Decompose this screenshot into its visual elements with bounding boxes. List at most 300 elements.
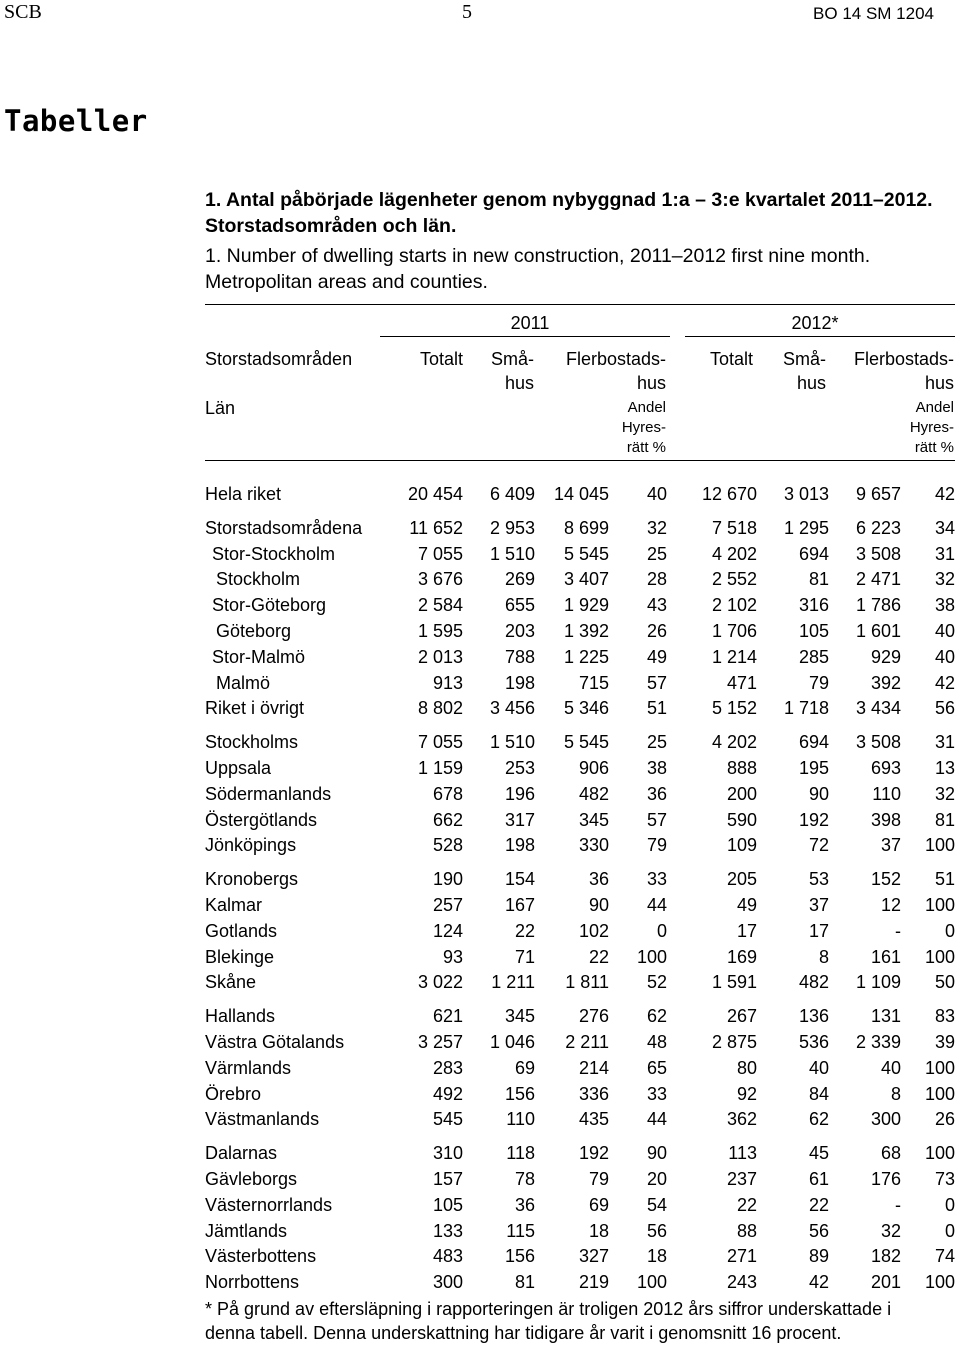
flerbostads-2011-header-2: hus xyxy=(636,373,666,393)
table-cell: 62 xyxy=(808,1109,829,1130)
table-cell: 156 xyxy=(504,1083,535,1104)
table-cell: 13 xyxy=(934,757,955,778)
table-cell: 336 xyxy=(578,1083,609,1104)
table-cell: 38 xyxy=(646,757,667,778)
table-cell: 2 339 xyxy=(855,1031,901,1052)
smahus-2012-header-1: Små- xyxy=(782,349,826,369)
row-label: Örebro xyxy=(205,1083,262,1104)
row-label: Västernorrlands xyxy=(205,1194,333,1215)
table-row xyxy=(205,1244,955,1270)
table-cell: 100 xyxy=(924,835,955,856)
table-cell: 31 xyxy=(934,543,955,564)
table-cell: 57 xyxy=(646,672,667,693)
table-cell: 32 xyxy=(934,783,955,804)
year-2011-header: 2011 xyxy=(510,313,550,333)
table-cell: 271 xyxy=(726,1246,757,1267)
table-cell: 22 xyxy=(736,1194,757,1215)
table-cell: 33 xyxy=(646,1083,667,1104)
totalt-2012-header: Totalt xyxy=(709,349,753,369)
smahus-2012-header-2: hus xyxy=(796,373,826,393)
table-cell: 300 xyxy=(870,1109,901,1130)
table-cell: 3 013 xyxy=(783,484,829,504)
smahus-2011-header-1: Små- xyxy=(490,349,534,369)
table-cell: 715 xyxy=(578,672,609,693)
table-cell: 79 xyxy=(588,1168,609,1189)
row-label: Västerbottens xyxy=(205,1246,317,1267)
table-cell: 362 xyxy=(726,1109,757,1130)
row-label: Jämtlands xyxy=(205,1220,288,1241)
row-label: Uppsala xyxy=(205,757,272,778)
table-cell: 528 xyxy=(432,835,463,856)
table-cell: 69 xyxy=(588,1194,609,1215)
table-cell: 2 552 xyxy=(711,569,757,590)
table-cell: 269 xyxy=(504,569,535,590)
row-label: Värmlands xyxy=(205,1057,292,1078)
table-cell: 330 xyxy=(578,835,609,856)
table-cell: 36 xyxy=(646,783,667,804)
table-cell: 32 xyxy=(880,1220,901,1241)
table-cell: 7 518 xyxy=(711,517,757,538)
table-cell: 105 xyxy=(798,620,829,641)
table-cell: 1 811 xyxy=(565,972,609,993)
table-cell: 25 xyxy=(646,732,667,753)
table-cell: 100 xyxy=(924,1143,955,1164)
header-right: BO 14 SM 1204 xyxy=(813,4,934,23)
table-cell: 1 295 xyxy=(783,517,829,538)
table-cell: 53 xyxy=(808,869,829,890)
table-cell: 0 xyxy=(944,920,955,941)
table-cell: 253 xyxy=(504,757,535,778)
row-label: Västra Götalands xyxy=(205,1031,345,1052)
table-cell: 72 xyxy=(808,835,829,856)
table-cell: 22 xyxy=(588,946,609,967)
table-cell: 12 xyxy=(880,894,901,915)
header-bottom-rule xyxy=(205,460,955,461)
table-row xyxy=(205,833,955,859)
andel-2012-header-1: Andel xyxy=(915,399,954,416)
table-cell: 152 xyxy=(870,869,901,890)
row-label: Stockholm xyxy=(216,569,301,590)
table-cell: 327 xyxy=(578,1246,609,1267)
table-cell: 100 xyxy=(924,1057,955,1078)
table-row xyxy=(205,1219,955,1245)
flerbostads-2012-header-1: Flerbostads- xyxy=(853,349,954,369)
table-cell: 1 601 xyxy=(855,620,901,641)
table-cell: 655 xyxy=(504,595,535,616)
table-cell: 1 591 xyxy=(711,972,757,993)
table-cell: 482 xyxy=(798,972,829,993)
table-cell: 42 xyxy=(934,672,955,693)
table-row xyxy=(205,1107,955,1133)
table-cell: 17 xyxy=(736,920,757,941)
table-cell: 3 257 xyxy=(417,1031,463,1052)
table-cell: 310 xyxy=(432,1143,463,1164)
row-label: Stor-Göteborg xyxy=(212,595,327,616)
table-row xyxy=(205,722,955,756)
table-cell: 788 xyxy=(504,646,535,667)
table-cell: 3 434 xyxy=(855,698,901,719)
table-cell: 435 xyxy=(578,1109,609,1130)
table-cell: 102 xyxy=(578,920,609,941)
smahus-2011-header-2: hus xyxy=(504,373,534,393)
table-cell: 93 xyxy=(442,946,463,967)
table-cell: 398 xyxy=(870,809,901,830)
table-cell: 44 xyxy=(646,1109,667,1130)
table-cell: 662 xyxy=(432,809,463,830)
table-cell: 17 xyxy=(808,920,829,941)
table-row xyxy=(205,1193,955,1219)
table-cell: 167 xyxy=(504,894,535,915)
table-cell: 80 xyxy=(736,1057,757,1078)
table-cell: 4 202 xyxy=(711,543,757,564)
table-cell: 2 102 xyxy=(711,595,757,616)
table-row xyxy=(205,696,955,722)
table-cell: 51 xyxy=(646,698,667,719)
table-cell: 56 xyxy=(646,1220,667,1241)
table-cell: 2 013 xyxy=(417,646,463,667)
table-cell: 68 xyxy=(880,1143,901,1164)
table-cell: 237 xyxy=(726,1168,757,1189)
table-cell: 693 xyxy=(870,757,901,778)
table-cell: 71 xyxy=(514,946,535,967)
table-cell: 78 xyxy=(514,1168,535,1189)
table-cell: 195 xyxy=(798,757,829,778)
row-label: Stor-Stockholm xyxy=(212,543,336,564)
table-cell: 25 xyxy=(646,543,667,564)
table-cell: 37 xyxy=(880,835,901,856)
table-cell: 133 xyxy=(432,1220,463,1241)
table-cell: 14 045 xyxy=(553,484,609,504)
table-cell: 3 456 xyxy=(489,698,535,719)
table-cell: 81 xyxy=(934,809,955,830)
table-cell: 929 xyxy=(870,646,901,667)
table-row xyxy=(205,567,955,593)
table-cell: 471 xyxy=(726,672,757,693)
table-cell: 36 xyxy=(588,869,609,890)
table-cell: 18 xyxy=(588,1220,609,1241)
table-cell: 131 xyxy=(870,1006,901,1027)
table-cell: 1 595 xyxy=(417,620,463,641)
table-cell: 192 xyxy=(798,809,829,830)
table-cell: 8 xyxy=(818,946,829,967)
table-cell: 345 xyxy=(504,1006,535,1027)
table-cell: 8 xyxy=(890,1083,901,1104)
page-title: Tabeller xyxy=(4,104,148,138)
andel-2012-header-3: rätt % xyxy=(914,439,954,456)
row-label: Gävleborgs xyxy=(205,1168,298,1189)
table-cell: 81 xyxy=(808,569,829,590)
table-cell: 3 508 xyxy=(855,732,901,753)
table-cell: 219 xyxy=(578,1272,609,1293)
table-cell: 49 xyxy=(646,646,667,667)
table-cell: 115 xyxy=(506,1220,535,1241)
table-cell: 1 510 xyxy=(489,732,535,753)
row-label: Jönköpings xyxy=(205,835,297,856)
table-cell: 56 xyxy=(934,698,955,719)
andel-2012-header-2: Hyres- xyxy=(909,419,954,436)
table-cell: 20 454 xyxy=(407,484,463,504)
table-cell: 73 xyxy=(934,1168,955,1189)
table-cell: 100 xyxy=(924,894,955,915)
table-row xyxy=(205,756,955,782)
table-cell: 1 718 xyxy=(783,698,829,719)
table-cell: 83 xyxy=(934,1006,955,1027)
table-cell: 105 xyxy=(432,1194,463,1215)
table-cell: 3 407 xyxy=(563,569,609,590)
row-label-header-2: Län xyxy=(205,398,236,418)
table-cell: 34 xyxy=(934,517,955,538)
table-cell: 43 xyxy=(646,595,667,616)
table-cell: 26 xyxy=(646,620,667,641)
table-cell: 283 xyxy=(432,1057,463,1078)
table-cell: 110 xyxy=(872,783,901,804)
table-cell: 44 xyxy=(646,894,667,915)
table-cell: 84 xyxy=(808,1083,829,1104)
table-cell: 100 xyxy=(636,1272,667,1293)
table-row xyxy=(205,645,955,671)
header-left: SCB xyxy=(4,1,42,23)
table-cell: 345 xyxy=(578,809,609,830)
table-cell: 190 xyxy=(432,869,463,890)
table-cell: 161 xyxy=(870,946,901,967)
table-cell: 28 xyxy=(646,569,667,590)
table-row xyxy=(205,782,955,808)
table-cell: 118 xyxy=(506,1143,535,1164)
table-cell: 913 xyxy=(432,672,463,693)
table-cell: 3 022 xyxy=(417,972,463,993)
table-cell: 40 xyxy=(934,620,955,641)
table-cell: 90 xyxy=(588,894,609,915)
table-cell: 74 xyxy=(934,1246,955,1267)
table-cell: 52 xyxy=(646,972,667,993)
table-cell: 45 xyxy=(808,1143,829,1164)
table-cell: 3 508 xyxy=(855,543,901,564)
table-cell: 1 510 xyxy=(489,543,535,564)
table-cell: 0 xyxy=(944,1194,955,1215)
table-row xyxy=(205,1030,955,1056)
table-cell: 545 xyxy=(432,1109,463,1130)
flerbostads-2011-header-1: Flerbostads- xyxy=(565,349,666,369)
table-cell: 54 xyxy=(646,1194,667,1215)
table-cell: 1 046 xyxy=(489,1031,535,1052)
table-cell: 40 xyxy=(646,484,667,504)
table-cell: 317 xyxy=(504,809,535,830)
row-label: Stor-Malmö xyxy=(212,646,306,667)
table-cell: 100 xyxy=(924,946,955,967)
table-cell: 2 471 xyxy=(855,569,901,590)
page-number: 5 xyxy=(462,1,472,23)
table-cell: 590 xyxy=(726,809,757,830)
table-cell: 5 545 xyxy=(563,732,609,753)
table-cell: 50 xyxy=(934,972,955,993)
table-cell: 198 xyxy=(504,672,535,693)
table-cell: 39 xyxy=(934,1031,955,1052)
row-label: Södermanlands xyxy=(205,783,332,804)
table-cell: 90 xyxy=(646,1143,667,1164)
table-cell: 1 159 xyxy=(417,757,463,778)
row-label: Riket i övrigt xyxy=(205,698,305,719)
table-cell: 8 802 xyxy=(417,698,463,719)
table-cell: 31 xyxy=(934,732,955,753)
row-label: Gotlands xyxy=(205,920,278,941)
table-cell: 201 xyxy=(870,1272,901,1293)
table-caption-english: 1. Number of dwelling starts in new construction, 2011–2012 first nine month. Metropolitan areas and counties. xyxy=(205,245,871,293)
table-cell: 69 xyxy=(514,1057,535,1078)
table-cell: 32 xyxy=(934,569,955,590)
table-cell: 65 xyxy=(646,1057,667,1078)
table-cell: 276 xyxy=(578,1006,609,1027)
row-label: Skåne xyxy=(205,972,257,993)
table-row xyxy=(205,945,955,971)
table-cell: 1 225 xyxy=(563,646,609,667)
row-label: Storstadsområdena xyxy=(205,517,363,538)
table-cell: - xyxy=(895,1194,901,1215)
table-cell: 7 055 xyxy=(417,543,463,564)
table-row xyxy=(205,919,955,945)
table-row xyxy=(205,482,955,508)
table-cell: 154 xyxy=(504,869,535,890)
table-cell: 124 xyxy=(432,920,463,941)
table-cell: 3 676 xyxy=(417,569,463,590)
table-cell: 57 xyxy=(646,809,667,830)
table-cell: 1 211 xyxy=(491,972,535,993)
table-caption-swedish: 1. Antal påbörjade lägenheter genom nybyggnad 1:a – 3:e kvartalet 2011–2012. Storstadsområden och län. xyxy=(205,189,933,237)
table-cell: 0 xyxy=(944,1220,955,1241)
table-cell: 40 xyxy=(808,1057,829,1078)
table-row xyxy=(205,542,955,568)
table-row xyxy=(205,1056,955,1082)
table-cell: 110 xyxy=(506,1109,535,1130)
row-label: Kalmar xyxy=(205,894,263,915)
table-row xyxy=(205,671,955,697)
table-cell: 316 xyxy=(798,595,829,616)
row-label: Göteborg xyxy=(216,620,292,641)
table-cell: 267 xyxy=(726,1006,757,1027)
table-cell: 678 xyxy=(432,783,463,804)
table-cell: 2 875 xyxy=(711,1031,757,1052)
table-cell: - xyxy=(895,920,901,941)
year-rule-2011 xyxy=(380,336,670,337)
row-label: Stockholms xyxy=(205,732,299,753)
table-cell: 136 xyxy=(798,1006,829,1027)
table-cell: 203 xyxy=(504,620,535,641)
andel-2011-header-2: Hyres- xyxy=(621,419,666,436)
table-cell: 100 xyxy=(636,946,667,967)
totalt-2011-header: Totalt xyxy=(419,349,463,369)
table-cell: 92 xyxy=(736,1083,757,1104)
table-cell: 36 xyxy=(514,1194,535,1215)
table-cell: 90 xyxy=(808,783,829,804)
table-cell: 1 214 xyxy=(711,646,757,667)
table-cell: 392 xyxy=(870,672,901,693)
flerbostads-2012-header-2: hus xyxy=(924,373,954,393)
table-cell: 49 xyxy=(736,894,757,915)
row-label: Östergötlands xyxy=(205,809,318,830)
table-cell: 22 xyxy=(808,1194,829,1215)
row-label: Kronobergs xyxy=(205,869,299,890)
table-cell: 192 xyxy=(578,1143,609,1164)
row-label: Blekinge xyxy=(205,946,275,967)
table-cell: 40 xyxy=(880,1057,901,1078)
table-body xyxy=(205,482,955,1296)
table-row xyxy=(205,996,955,1030)
table-cell: 113 xyxy=(728,1143,757,1164)
andel-2011-header-3: rätt % xyxy=(626,439,666,456)
table-cell: 156 xyxy=(504,1246,535,1267)
table-row xyxy=(205,970,955,996)
table-cell: 18 xyxy=(646,1246,667,1267)
table-cell: 48 xyxy=(646,1031,667,1052)
table-cell: 1 786 xyxy=(855,595,901,616)
table-cell: 100 xyxy=(924,1083,955,1104)
top-rule xyxy=(205,304,955,305)
table-row xyxy=(205,893,955,919)
table-cell: 2 211 xyxy=(565,1031,609,1052)
table-cell: 6 409 xyxy=(489,484,535,504)
table-cell: 483 xyxy=(432,1246,463,1267)
table-cell: 694 xyxy=(798,543,829,564)
table-cell: 492 xyxy=(432,1083,463,1104)
table-row xyxy=(205,808,955,834)
table-cell: 12 670 xyxy=(701,484,757,504)
table-cell: 42 xyxy=(808,1272,829,1293)
row-label-header-1: Storstadsområden xyxy=(205,349,353,369)
year-2012-header: 2012* xyxy=(791,313,839,333)
table-cell: 621 xyxy=(432,1006,463,1027)
row-label: Malmö xyxy=(216,672,271,693)
table-cell: 51 xyxy=(934,869,955,890)
table-cell: 1 706 xyxy=(711,620,757,641)
dwelling-starts-table xyxy=(205,482,955,1296)
row-label: Västmanlands xyxy=(205,1109,320,1130)
year-rule-2012 xyxy=(685,336,955,337)
table-cell: 40 xyxy=(934,646,955,667)
table-cell: 37 xyxy=(808,894,829,915)
table-cell: 0 xyxy=(656,920,667,941)
table-cell: 257 xyxy=(432,894,463,915)
table-cell: 26 xyxy=(934,1109,955,1130)
footnote: * På grund av eftersläpning i rapporteringen är troligen 2012 års siffror underskattade i denna tabell. Denna underskattning har tidigare år varit i genomsnitt 16 procent. xyxy=(205,1299,892,1343)
table-cell: 5 346 xyxy=(563,698,609,719)
table-row xyxy=(205,859,955,893)
table-cell: 32 xyxy=(646,517,667,538)
row-label: Hela riket xyxy=(205,484,282,504)
table-cell: 61 xyxy=(808,1168,829,1189)
table-cell: 536 xyxy=(798,1031,829,1052)
table-cell: 198 xyxy=(504,835,535,856)
table-cell: 176 xyxy=(870,1168,901,1189)
table-cell: 214 xyxy=(578,1057,609,1078)
table-cell: 285 xyxy=(798,646,829,667)
table-cell: 62 xyxy=(646,1006,667,1027)
table-cell: 33 xyxy=(646,869,667,890)
table-cell: 79 xyxy=(808,672,829,693)
row-label: Norrbottens xyxy=(205,1272,300,1293)
table-cell: 11 652 xyxy=(409,517,463,538)
table-cell: 2 953 xyxy=(489,517,535,538)
table-cell: 88 xyxy=(736,1220,757,1241)
table-row xyxy=(205,1133,955,1167)
table-cell: 81 xyxy=(514,1272,535,1293)
table-cell: 7 055 xyxy=(417,732,463,753)
andel-2011-header-1: Andel xyxy=(627,399,666,416)
table-cell: 482 xyxy=(578,783,609,804)
table-cell: 196 xyxy=(504,783,535,804)
table-row xyxy=(205,1167,955,1193)
table-cell: 9 657 xyxy=(855,484,901,504)
table-cell: 8 699 xyxy=(563,517,609,538)
table-cell: 888 xyxy=(726,757,757,778)
